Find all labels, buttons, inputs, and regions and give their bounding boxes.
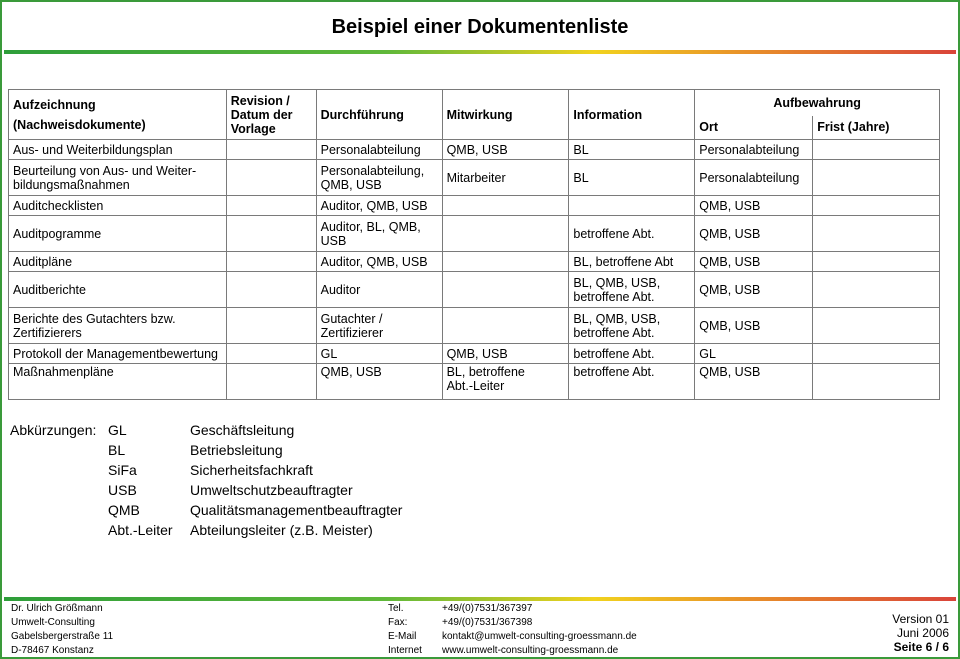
cell-ort: QMB, USB <box>695 216 813 252</box>
table-header-row <box>9 90 940 116</box>
cell-ort: QMB, USB <box>695 308 813 344</box>
cell-aufzeichnung: Beurteilung von Aus- und Weiter- bildungsmaßnahmen <box>9 160 227 196</box>
footer-company: Umwelt-Consulting <box>11 617 95 628</box>
cell-revision <box>226 140 316 160</box>
cell-revision <box>226 216 316 252</box>
cell-revision <box>226 252 316 272</box>
cell-durchfuehrung: QMB, USB <box>316 364 442 400</box>
header-revision-line1: Revision / <box>230 93 290 108</box>
table-row <box>9 272 940 308</box>
footer-fax: +49/(0)7531/367398 <box>442 617 533 628</box>
footer-tel: +49/(0)7531/367397 <box>442 603 533 614</box>
cell-frist <box>813 196 940 216</box>
table-row <box>9 364 940 400</box>
cell-mitwirkung <box>442 308 569 344</box>
cell-frist <box>813 364 940 400</box>
cell-frist <box>813 140 940 160</box>
cell-revision <box>226 308 316 344</box>
cell-durchfuehrung: GL <box>316 344 442 364</box>
cell-aufzeichnung: Berichte des Gutachters bzw. Zertifizierers <box>9 308 227 344</box>
header-aufzeichnung-line2: (Nachweisdokumente) <box>13 117 146 132</box>
footer-email-label: E-Mail <box>388 631 417 642</box>
cell-aufzeichnung: Auditpläne <box>9 252 227 272</box>
cell-aufzeichnung: Auditberichte <box>9 272 227 308</box>
abbreviation-text: Umweltschutzbeauftragter <box>190 482 353 498</box>
cell-revision <box>226 344 316 364</box>
table-row <box>9 308 940 344</box>
table-row <box>9 252 940 272</box>
abbreviations-label: Abkürzungen: <box>10 422 97 438</box>
cell-mitwirkung: Mitarbeiter <box>442 160 569 196</box>
footer-tel-label: Tel. <box>388 603 404 614</box>
cell-frist <box>813 216 940 252</box>
cell-mitwirkung: QMB, USB <box>442 140 569 160</box>
cell-information <box>569 196 695 216</box>
cell-frist <box>813 344 940 364</box>
cell-durchfuehrung: Auditor, QMB, USB <box>316 252 442 272</box>
table-row <box>9 216 940 252</box>
cell-information: betroffene Abt. <box>569 344 695 364</box>
cell-durchfuehrung: Personalabteilung <box>316 140 442 160</box>
header-aufzeichnung-line1: Aufzeichnung <box>13 97 96 112</box>
abbreviation-code: BL <box>108 442 126 458</box>
cell-revision <box>226 160 316 196</box>
cell-frist <box>813 252 940 272</box>
cell-aufzeichnung: Aus- und Weiterbildungsplan <box>9 140 227 160</box>
header-ort: Ort <box>695 116 813 140</box>
document-list-table <box>8 89 940 400</box>
cell-mitwirkung <box>442 216 569 252</box>
cell-information: betroffene Abt. <box>569 216 695 252</box>
footer-version-block <box>892 612 949 654</box>
cell-revision <box>226 272 316 308</box>
cell-ort: GL <box>695 344 813 364</box>
cell-information: BL <box>569 160 695 196</box>
cell-ort: QMB, USB <box>695 272 813 308</box>
footer-fax-label: Fax: <box>388 617 408 628</box>
abbreviation-text: Qualitätsmanagementbeauftragter <box>190 502 403 518</box>
table-row <box>9 140 940 160</box>
footer-contact-values <box>442 602 637 658</box>
cell-durchfuehrung: Auditor, QMB, USB <box>316 196 442 216</box>
footer-divider <box>4 597 956 601</box>
header-frist: Frist (Jahre) <box>813 116 940 140</box>
cell-ort: QMB, USB <box>695 364 813 400</box>
abbreviation-code: USB <box>108 482 137 498</box>
cell-mitwirkung: BL, betroffene Abt.-Leiter <box>442 364 569 400</box>
cell-information: BL, QMB, USB, betroffene Abt. <box>569 308 695 344</box>
cell-revision <box>226 364 316 400</box>
cell-ort: QMB, USB <box>695 252 813 272</box>
header-aufzeichnung <box>9 90 227 140</box>
cell-durchfuehrung: Auditor <box>316 272 442 308</box>
header-durchfuehrung: Durchführung <box>316 90 442 140</box>
footer-date: Juni 2006 <box>896 626 949 640</box>
cell-frist <box>813 272 940 308</box>
cell-aufzeichnung: Maßnahmenpläne <box>9 364 227 400</box>
footer-address <box>11 602 113 658</box>
abbreviation-code: Abt.-Leiter <box>108 522 173 538</box>
cell-ort: Personalabteilung <box>695 140 813 160</box>
header-revision <box>226 90 316 140</box>
footer-name: Dr. Ulrich Größmann <box>11 603 103 614</box>
abbreviation-text: Betriebsleitung <box>190 442 283 458</box>
footer-internet-label: Internet <box>388 645 422 656</box>
cell-information: betroffene Abt. <box>569 364 695 400</box>
header-revision-line2: Datum der <box>230 107 293 122</box>
page-title: Beispiel einer Dokumentenliste <box>331 16 629 38</box>
cell-ort: QMB, USB <box>695 196 813 216</box>
table-row <box>9 344 940 364</box>
abbreviation-text: Abteilungsleiter (z.B. Meister) <box>190 522 373 538</box>
cell-ort: Personalabteilung <box>695 160 813 196</box>
cell-durchfuehrung: Auditor, BL, QMB, USB <box>316 216 442 252</box>
header-revision-line3: Vorlage <box>230 121 276 136</box>
cell-information: BL <box>569 140 695 160</box>
footer-street: Gabelsbergerstraße 11 <box>11 631 114 642</box>
table-row <box>9 160 940 196</box>
cell-aufzeichnung: Auditpogramme <box>9 216 227 252</box>
cell-frist <box>813 160 940 196</box>
footer-contact-labels <box>388 602 422 658</box>
cell-durchfuehrung: Personalabteilung, QMB, USB <box>316 160 442 196</box>
cell-frist <box>813 308 940 344</box>
cell-aufzeichnung: Protokoll der Managementbewertung <box>9 344 227 364</box>
header-mitwirkung: Mitwirkung <box>442 90 569 140</box>
cell-information: BL, QMB, USB, betroffene Abt. <box>569 272 695 308</box>
footer-version: Version 01 <box>892 612 949 626</box>
cell-aufzeichnung: Auditchecklisten <box>9 196 227 216</box>
footer-internet[interactable]: www.umwelt-consulting-groessmann.de <box>442 645 619 656</box>
footer-page-number: Seite 6 / 6 <box>893 640 949 654</box>
abbreviation-text: Sicherheitsfachkraft <box>190 462 313 478</box>
abbreviation-code: GL <box>108 422 127 438</box>
abbreviation-code: QMB <box>108 502 140 518</box>
cell-mitwirkung <box>442 252 569 272</box>
table-row <box>9 196 940 216</box>
cell-revision <box>226 196 316 216</box>
abbreviation-code: SiFa <box>108 462 137 478</box>
footer-email[interactable]: kontakt@umwelt-consulting-groessmann.de <box>442 631 637 642</box>
footer-city: D-78467 Konstanz <box>11 645 94 656</box>
header-information: Information <box>569 90 695 140</box>
abbreviation-text: Geschäftsleitung <box>190 422 295 438</box>
header-aufbewahrung: Aufbewahrung <box>695 90 940 116</box>
header-divider <box>4 50 956 54</box>
cell-durchfuehrung: Gutachter / Zertifizierer <box>316 308 442 344</box>
cell-mitwirkung <box>442 196 569 216</box>
cell-mitwirkung <box>442 272 569 308</box>
cell-mitwirkung: QMB, USB <box>442 344 569 364</box>
cell-information: BL, betroffene Abt <box>569 252 695 272</box>
